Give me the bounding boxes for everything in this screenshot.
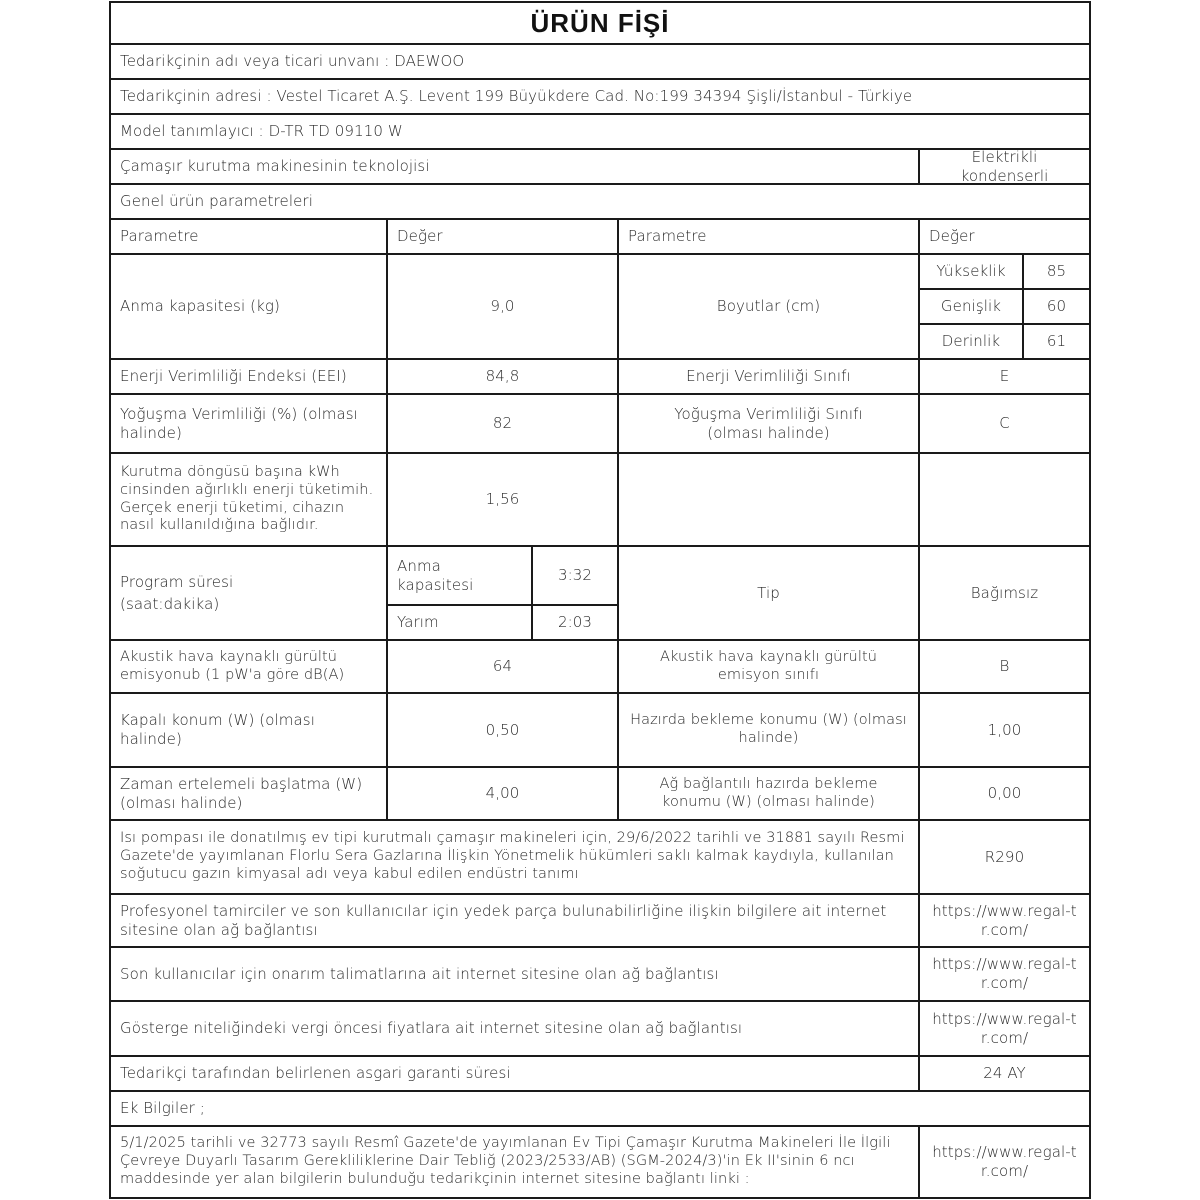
refrigerant-label: Isı pompası ile donatılmış ev tipi kurutmalı çamaşır makineleri için, 29/6/2022 tarihli ve 31881 sayılı Resmi Gazete'de yayımlanan Florlu Sera Gazlarına İlişkin Yönetmelik hükümleri saklı kalmak kaydıyla, kullanılan soğutucu gazın kimyasal adı veya kabul edilen endüstri tanımı [109, 819, 920, 895]
height-value: 85 [1022, 253, 1091, 290]
program-duration-label-line1: Program süresi [120, 572, 234, 591]
network-standby-label: Ağ bağlantılı hazırda bekleme konumu (W) (olması halinde) [617, 766, 920, 821]
condensation-class-label: Yoğuşma Verimliliği Sınıfı (olması halinde) [617, 393, 920, 454]
warranty-value: 24 AY [918, 1055, 1091, 1092]
delay-start-label: Zaman ertelemeli başlatma (W) (olması halinde) [109, 766, 388, 821]
page-title: ÜRÜN FİŞİ [109, 1, 1091, 45]
energy-consumption-value: 1,56 [386, 452, 619, 547]
extra-info-heading: Ek Bilgiler ; [109, 1090, 1091, 1127]
supplier-name: Tedarikçinin adı veya ticari unvanı : DAEWOO [109, 43, 1091, 80]
dimensions-label: Boyutlar (cm) [617, 253, 920, 360]
energy-class-label: Enerji Verimliliği Sınıfı [617, 358, 920, 395]
type-value: Bağımsız [918, 545, 1091, 641]
program-half-label: Yarım [386, 604, 533, 641]
empty-cell [617, 452, 920, 547]
depth-value: 61 [1022, 323, 1091, 360]
eco-design-link-label: 5/1/2025 tarihli ve 32773 sayılı Resmî Gazete'de yayımlanan Ev Tipi Çamaşır Kurutma Makineleri İle İlgili Çevreye Duyarlı Tasarım Gerekliliklerine Dair Tebliğ (2023/2533/AB) (SGM-2024/3)'in Ek II'sinin 6 ncı maddesinde yer alan bilgilerin bulunduğu tedarikçinin internet sitesine bağlantı linki : [109, 1125, 920, 1199]
technology-value: Elektrikli kondenserli [918, 148, 1091, 185]
standby-value: 1,00 [918, 692, 1091, 768]
empty-cell [918, 452, 1091, 547]
height-label: Yükseklik [918, 253, 1024, 290]
program-half-value: 2:03 [531, 604, 619, 641]
condensation-class-value: C [918, 393, 1091, 454]
eei-label: Enerji Verimliliği Endeksi (EEI) [109, 358, 388, 395]
energy-class-value: E [918, 358, 1091, 395]
standby-label: Hazırda bekleme konumu (W) (olması halinde) [617, 692, 920, 768]
eei-value: 84,8 [386, 358, 619, 395]
rated-capacity-value: 9,0 [386, 253, 619, 360]
header-parameter-2: Parametre [617, 218, 920, 255]
off-mode-label: Kapalı konum (W) (olması halinde) [109, 692, 388, 768]
condensation-efficiency-label: Yoğuşma Verimliliği (%) (olması halinde) [109, 393, 388, 454]
repair-link[interactable]: https://www.regal-tr.com/ [918, 946, 1091, 1002]
type-label: Tip [617, 545, 920, 641]
repair-link-label: Son kullanıcılar için onarım talimatlarına ait internet sitesine olan ağ bağlantısı [109, 946, 920, 1002]
refrigerant-value: R290 [918, 819, 1091, 895]
off-mode-value: 0,50 [386, 692, 619, 768]
price-link-label: Gösterge niteliğindeki vergi öncesi fiyatlara ait internet sitesine olan ağ bağlantısı [109, 1000, 920, 1057]
depth-label: Derinlik [918, 323, 1024, 360]
rated-capacity-label: Anma kapasitesi (kg) [109, 253, 388, 360]
program-duration-label-line2: (saat:dakika) [120, 595, 220, 613]
noise-class-label: Akustik hava kaynaklı gürültü emisyon sınıfı [617, 639, 920, 694]
noise-value: 64 [386, 639, 619, 694]
program-duration-label [109, 545, 388, 641]
model-identifier: Model tanımlayıcı : D-TR TD 09110 W [109, 113, 1091, 150]
general-params-heading: Genel ürün parametreleri [109, 183, 1091, 220]
price-link[interactable]: https://www.regal-tr.com/ [918, 1000, 1091, 1057]
width-value: 60 [1022, 288, 1091, 325]
spare-parts-link-label: Profesyonel tamirciler ve son kullanıcılar için yedek parça bulunabilirliğine ilişkin bilgilere ait internet sitesine olan ağ bağlantısı [109, 893, 920, 948]
noise-label: Akustik hava kaynaklı gürültü emisyonub (1 pW'a göre dB(A) [109, 639, 388, 694]
eco-design-link[interactable]: https://www.regal-tr.com/ [918, 1125, 1091, 1199]
energy-consumption-label: Kurutma döngüsü başına kWh cinsinden ağırlıklı enerji tüketimih. Gerçek enerji tüketimi, cihazın nasıl kullanıldığına bağlıdır. [109, 452, 388, 547]
technology-label: Çamaşır kurutma makinesinin teknolojisi [109, 148, 920, 185]
condensation-efficiency-value: 82 [386, 393, 619, 454]
header-value: Değer [386, 218, 619, 255]
supplier-address: Tedarikçinin adresi : Vestel Ticaret A.Ş. Levent 199 Büyükdere Cad. No:199 34394 Şişli/İstanbul - Türkiye [109, 78, 1091, 115]
width-label: Genişlik [918, 288, 1024, 325]
noise-class-value: B [918, 639, 1091, 694]
program-rated-label: Anma kapasitesi [386, 545, 533, 606]
header-value-2: Değer [918, 218, 1091, 255]
warranty-label: Tedarikçi tarafından belirlenen asgari garanti süresi [109, 1055, 920, 1092]
network-standby-value: 0,00 [918, 766, 1091, 821]
program-rated-value: 3:32 [531, 545, 619, 606]
delay-start-value: 4,00 [386, 766, 619, 821]
spare-parts-link[interactable]: https://www.regal-tr.com/ [918, 893, 1091, 948]
header-parameter: Parametre [109, 218, 388, 255]
